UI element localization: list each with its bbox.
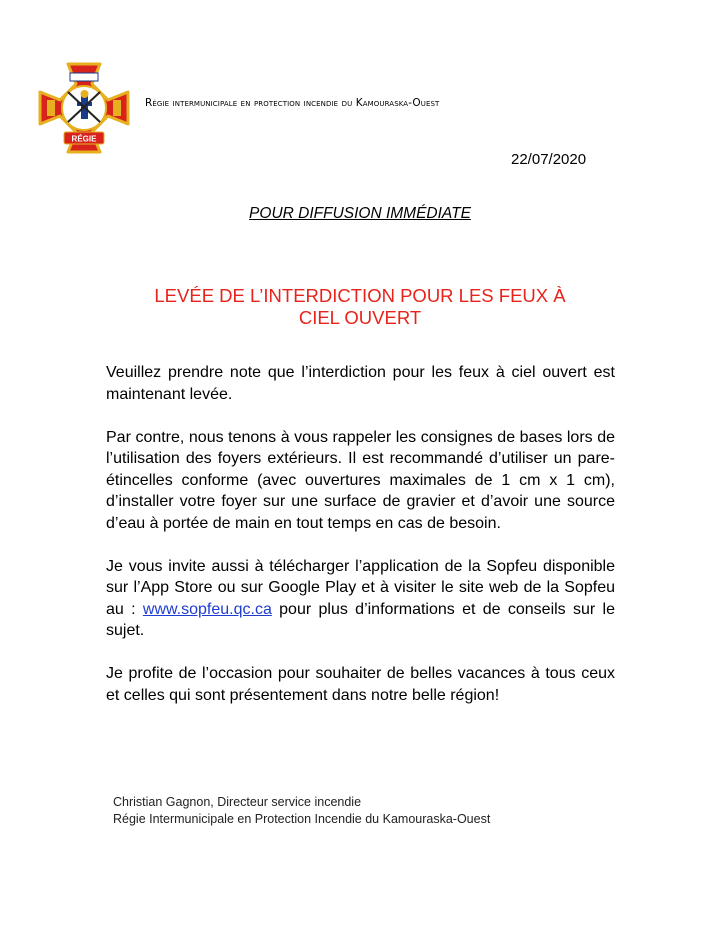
sopfeu-link[interactable]: www.sopfeu.qc.ca [142, 600, 272, 618]
paragraph-4: Je profite de l’occasion pour souhaiter de belles vacances à tous ceux et celles qui sont présentement dans notre belle région! [106, 665, 615, 704]
headline-line-1: LEVÉE DE L’INTERDICTION POUR LES FEUX À [154, 285, 566, 306]
paragraph-1: Veuillez prendre note que l’interdiction pour les feux à ciel ouvert est maintenant levée. [106, 364, 615, 403]
headline-line-2: CIEL OUVERT [298, 307, 422, 328]
release-date: 22/07/2020 [511, 151, 587, 168]
signature-line-1: Christian Gagnon, Directeur service incendie [113, 795, 362, 809]
paragraph-3-start: Je vous invite aussi à télécharger l’application de la Sopfeu disponible sur l’App Store ou sur Google Play et à visiter le site web de la Sopfeu au : [106, 557, 615, 618]
regie-logo [38, 62, 130, 154]
logo-text: RÉGIE [71, 134, 97, 144]
paragraph-3-end: pour plus d’informations et de conseils sur le sujet. [106, 600, 615, 639]
paragraph-2: Par contre, nous tenons à vous rappeler les consignes de bases lors de l’utilisation des foyers extérieurs. Il est recommandé d’utiliser un pare-étincelles conforme (avec ouvertures maximales de 1 cm x 1 cm), d’installer votre foyer sur une surface de gravier et d’avoir une source d’eau à portée de main en tout temps en cas de besoin. [106, 428, 615, 532]
signature [113, 794, 490, 828]
organization-name: Régie intermunicipale en protection incendie du Kamouraska-Ouest [145, 97, 440, 109]
signature-line-2: Régie Intermunicipale en Protection Incendie du Kamouraska-Ouest [113, 812, 491, 826]
headline [110, 285, 610, 329]
paragraph-3 [106, 556, 615, 642]
release-label: POUR DIFFUSION IMMÉDIATE [249, 205, 471, 222]
body-text [106, 362, 615, 728]
